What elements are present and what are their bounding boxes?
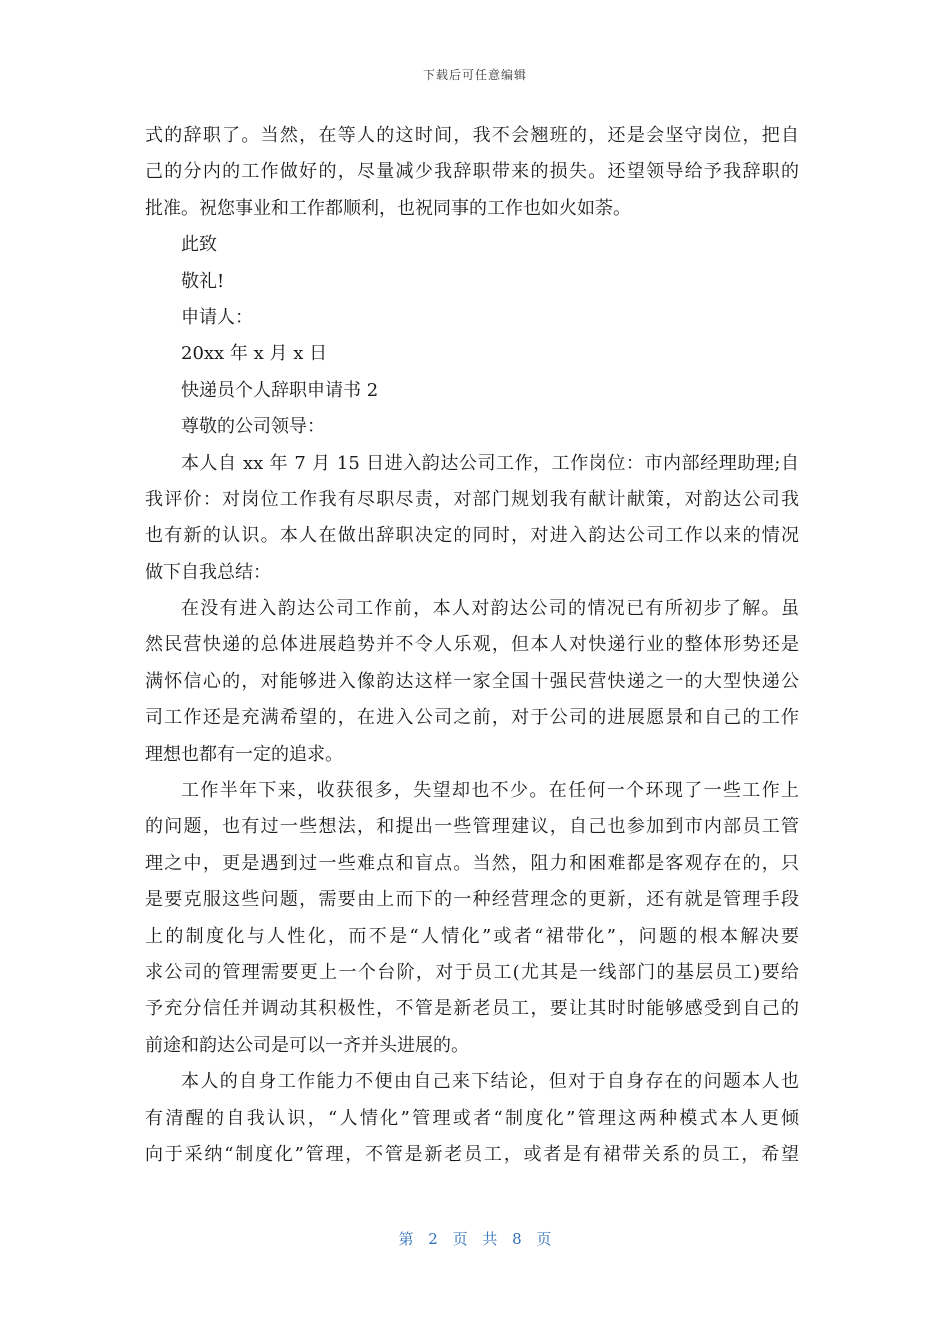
- body-text-line: 理之中，更是遇到过一些难点和盲点。当然，阻力和困难都是客观存在的，只: [145, 852, 799, 874]
- body-text-line: 快递员个人辞职申请书 2: [181, 379, 379, 401]
- page-number-footer: 第 2 页 共 8 页: [398, 1230, 552, 1248]
- page-header: 下载后可任意编辑: [422, 68, 527, 82]
- body-text-line: 尊敬的公司领导：: [181, 416, 325, 438]
- body-text-line: 此致: [181, 234, 217, 256]
- body-text-line: 理想也都有一定的追求。: [145, 743, 343, 765]
- body-text-line: 满怀信心的，对能够进入像韵达这样一家全国十强民营快递之一的大型快递公: [145, 670, 799, 692]
- body-text-line: 前途和韵达公司是可以一齐并头进展的。: [145, 1034, 469, 1056]
- body-text-line: 己的分内的工作做好的，尽量减少我辞职带来的损失。还望领导给予我辞职的: [145, 161, 799, 183]
- body-text-line: 予充分信任并调动其积极性，不管是新老员工，要让其时时能够感受到自己的: [145, 998, 799, 1020]
- body-text-line: 批准。祝您事业和工作都顺利，也祝同事的工作也如火如荼。: [145, 197, 631, 219]
- body-text-line: 也有新的认识。本人在做出辞职决定的同时，对进入韵达公司工作以来的情况: [145, 525, 799, 547]
- body-text-line: 敬礼!: [181, 270, 225, 292]
- body-text-line: 然民营快递的总体进展趋势并不令人乐观，但本人对快递行业的整体形势还是: [145, 634, 799, 656]
- body-text-line: 是要克服这些问题，需要由上而下的一种经营理念的更新，还有就是管理手段: [145, 889, 799, 911]
- body-text-line: 申请人：: [181, 306, 253, 328]
- body-text-line: 的问题，也有过一些想法，和提出一些管理建议，自己也参加到市内部员工管: [145, 816, 799, 838]
- body-text-line: 式的辞职了。当然，在等人的这时间，我不会翘班的，还是会坚守岗位，把自: [145, 125, 799, 146]
- body-text-line: 在没有进入韵达公司工作前，本人对韵达公司的情况已有所初步了解。虽: [181, 598, 799, 620]
- body-text-line: 做下自我总结：: [145, 561, 271, 583]
- body-text-line: 本人自 xx 年 7 月 15 日进入韵达公司工作，工作岗位：市内部经理助理;自: [181, 452, 799, 474]
- body-text-line: 上的制度化与人性化，而不是“人情化”或者“裙带化”，问题的根本解决要: [145, 925, 799, 947]
- body-text-line: 司工作还是充满希望的，在进入公司之前，对于公司的进展愿景和自己的工作: [145, 707, 799, 729]
- document-body: [145, 118, 799, 1173]
- body-text-line: 向于采纳“制度化”管理，不管是新老员工，或者是有裙带关系的员工，希望: [145, 1143, 799, 1165]
- body-text-line: 20xx 年 x 月 x 日: [181, 343, 328, 365]
- body-text-line: 工作半年下来，收获很多，失望却也不少。在任何一个环现了一些工作上: [181, 780, 799, 802]
- body-text-line: 求公司的管理需要更上一个台阶，对于员工(尤其是一线部门的基层员工)要给: [145, 961, 799, 983]
- body-text-line: 本人的自身工作能力不便由自己来下结论，但对于自身存在的问题本人也: [181, 1071, 799, 1093]
- body-text-line: 我评价：对岗位工作我有尽职尽责，对部门规划我有献计献策，对韵达公司我: [145, 488, 799, 510]
- body-text-line: 有清醒的自我认识，“人情化”管理或者“制度化”管理这两种模式本人更倾: [145, 1107, 799, 1129]
